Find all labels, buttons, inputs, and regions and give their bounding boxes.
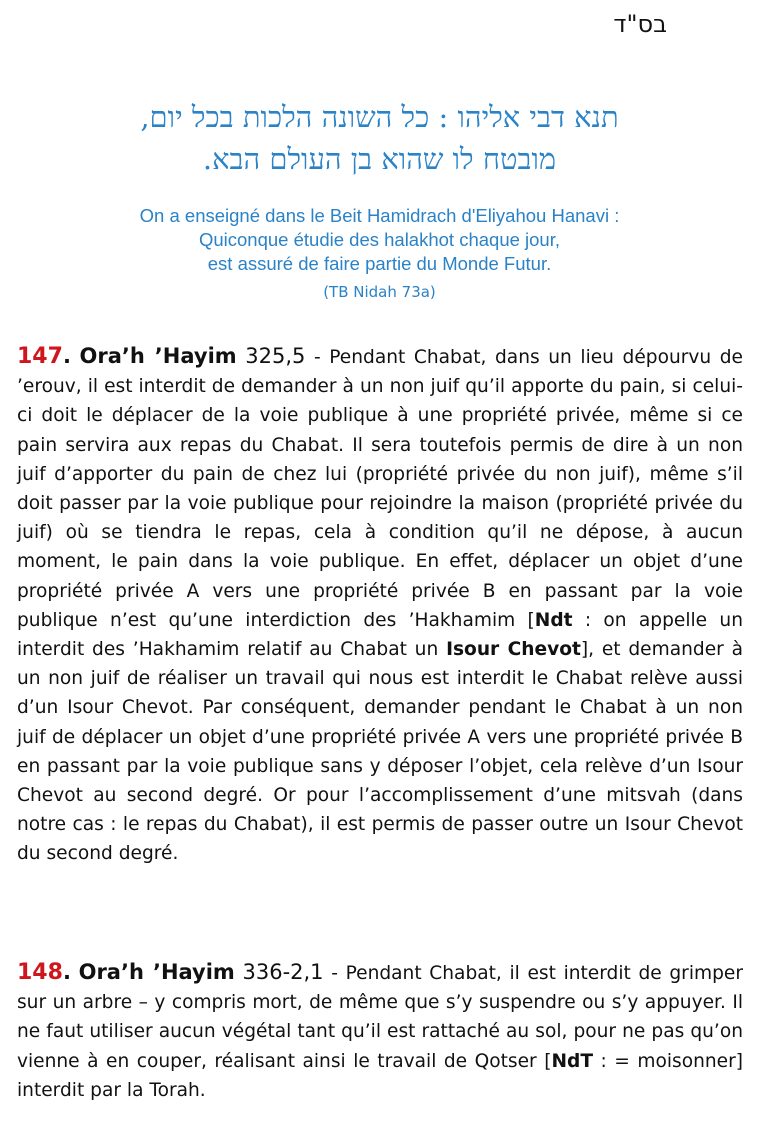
entry-number: 147 bbox=[17, 344, 63, 369]
halakha-entry-148 bbox=[17, 958, 743, 1105]
entry-text: - Pendant Chabat, il est interdit de grimper sur un arbre – y compris mort, de même que s’y suspendre ou s’y appuyer. Il ne faut utiliser aucun végétal tant qu’il est rattaché au sol, pour ne pas qu’on vienne à en couper, réalisant ainsi le travail de Qotser [ bbox=[17, 963, 743, 1072]
entry-reference: Ora’h ’Hayim bbox=[78, 960, 235, 984]
french-quote-line-2: Quiconque étudie des halakhot chaque jour, bbox=[198, 229, 561, 250]
ndt-label: Ndt bbox=[534, 609, 573, 631]
hebrew-quote-line-1: תנא דבי אליהו : כל השונה הלכות בכל יום, bbox=[140, 100, 619, 134]
hebrew-quote-line-2: מובטח לו שהוא בן העולם הבא. bbox=[202, 142, 557, 176]
french-quote-line-3: est assuré de faire partie du Monde Futur. bbox=[207, 253, 552, 274]
bsd-header: בס"ד bbox=[613, 10, 667, 38]
french-quote-line-1: On a enseigné dans le Beit Hamidrach d'Eliyahou Hanavi : bbox=[139, 205, 620, 226]
bold-term: Isour Chevot bbox=[446, 639, 581, 661]
french-quote bbox=[0, 204, 759, 304]
entry-reference: Ora’h ’Hayim bbox=[79, 344, 237, 368]
entry-section: 325,5 bbox=[245, 344, 306, 368]
entry-dot: . bbox=[62, 960, 71, 984]
quote-source: (TB Nidah 73a) bbox=[323, 283, 436, 301]
ndt-label: NdT bbox=[551, 1050, 594, 1072]
entry-section: 336-2,1 bbox=[242, 960, 324, 984]
entry-dot: . bbox=[62, 344, 71, 368]
hebrew-quote bbox=[0, 96, 759, 180]
entry-text: - Pendant Chabat, dans un lieu dépourvu de ’erouv, il est interdit de demander à un non juif qu’il apporte du pain, si celui-ci doit le déplacer de la voie publique à une propriété privée, même si ce pain servira aux repas du Chabat. Il sera toutefois permis de dire à un non juif d’apporter du pain de chez lui (propriété privée du non juif), même s’il doit passer par la voie publique pour rejoindre la maison (propriété privée du juif) où se tiendra le repas, cela à condition qu’il ne dépose, à aucun moment, le pain dans la voie publique. En effet, déplacer un objet d’une propriété privée A vers une propriété privée B en passant par la voie publique n’est qu’une interdiction des ’Hakhamim [ bbox=[17, 347, 743, 631]
halakha-entry-147 bbox=[17, 342, 743, 869]
entry-text: : = moisonner] interdit par la Torah. bbox=[17, 1050, 743, 1101]
entry-text: : on appelle un interdit des ’Hakhamim relatif au Chabat un bbox=[17, 609, 743, 661]
entry-number: 148 bbox=[17, 960, 63, 985]
entry-text: ], et demander à un non juif de réaliser un travail qui nous est interdit le Chabat relève aussi d’un Isour Chevot. Par conséquent, demander pendant le Chabat à un non juif de déplacer un objet d’une propriété privée A vers une propriété privée B en passant par la voie publique sans y déposer l’objet, cela relève d’un Isour Chevot au second degré. Or pour l’accomplissement d’une mitsvah (dans notre cas : le repas du Chabat), il est permis de passer outre un Isour Chevot du second degré. bbox=[17, 639, 743, 865]
